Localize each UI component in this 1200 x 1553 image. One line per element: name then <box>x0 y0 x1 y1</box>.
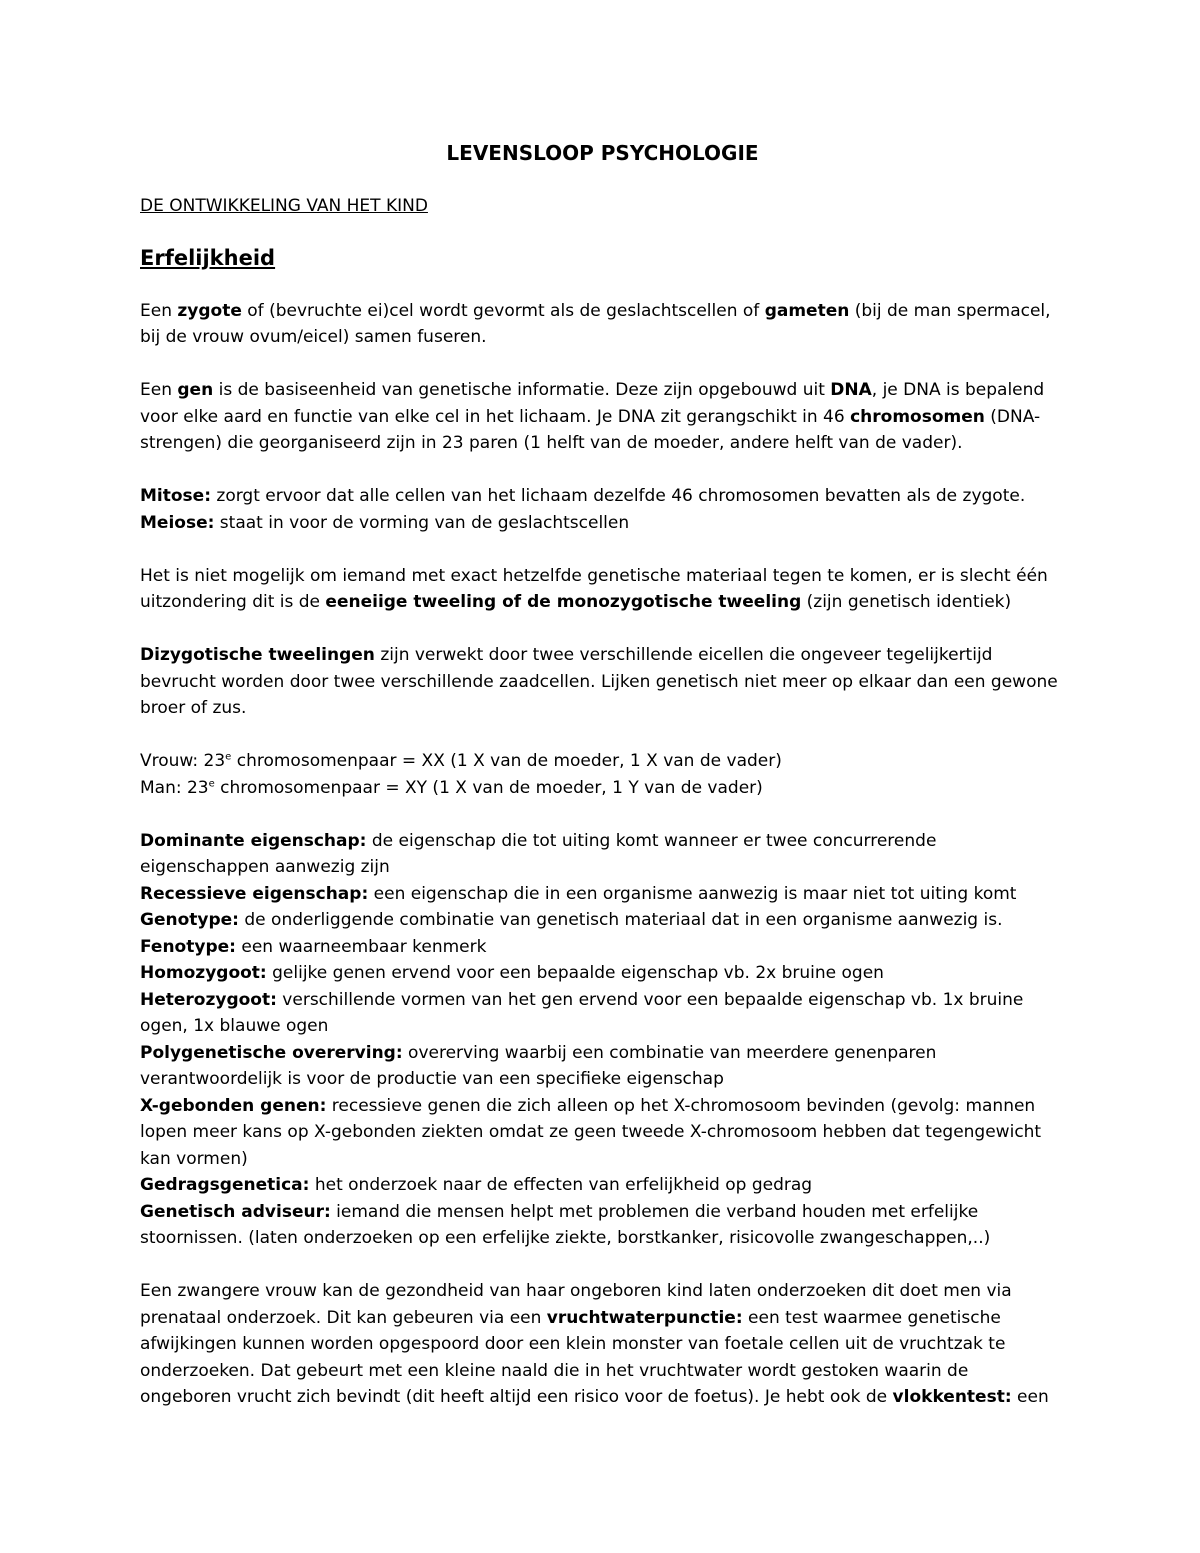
definition-item <box>140 1093 1065 1173</box>
definition-list <box>140 828 1065 1252</box>
definition-term: Homozygoot: <box>140 963 267 983</box>
text-run: zorgt ervoor dat alle cellen van het lichaam dezelfde 46 chromosomen bevatten als de zygote. <box>211 486 1026 506</box>
term-gen: gen <box>177 380 214 400</box>
chapter-subtitle: DE ONTWIKKELING VAN HET KIND <box>140 195 428 216</box>
definition-text: het onderzoek naar de effecten van erfelijkheid op gedrag <box>309 1175 813 1195</box>
document-body <box>140 140 1065 1437</box>
text-run: is de basiseenheid van genetische informatie. Deze zijn opgebouwd uit <box>213 380 831 400</box>
text-run: chromosomenpaar = XX (1 X van de moeder, 1 X van de vader) <box>231 751 782 771</box>
term-eeneiige-tweeling: eeneiige tweeling of de monozygotische tweeling <box>325 592 802 612</box>
term-dna: DNA <box>830 380 872 400</box>
paragraph-dizygotisch <box>140 642 1065 722</box>
definition-term: Genotype: <box>140 910 239 930</box>
superscript: e <box>208 777 215 789</box>
text-run: Een zwangere vrouw kan de gezondheid van haar ongeboren kind laten onderzoeken dit doet men via prenataal onderzoek. Dit kan gebeuren via een <box>140 1281 1012 1328</box>
definition-text: een waarneembaar kenmerk <box>235 936 487 957</box>
definition-item <box>140 881 1065 908</box>
text-run: een <box>1011 1387 1049 1407</box>
superscript: e <box>225 751 232 763</box>
paragraph-mitose-meiose <box>140 483 1065 536</box>
definition-text: recessieve genen die zich alleen op het X-chromosoom bevinden (gevolg: mannen lopen meer kans op X-gebonden ziekten omdat ze geen tweede X-chromosoom hebben dat tegengewicht kan vormen) <box>140 1095 1042 1169</box>
definition-text: een eigenschap die in een organisme aanwezig is maar niet tot uiting komt <box>368 883 1017 904</box>
definition-text: overerving waarbij een combinatie van meerdere genenparen verantwoordelijk is voor de productie van een specifieke eigenschap <box>140 1042 937 1089</box>
definition-item <box>140 934 1065 961</box>
definition-term: Fenotype: <box>140 936 236 957</box>
text-run: , je DNA is bepalend voor elke aard en functie van elke cel in het lichaam. Je DNA zit gerangschikt in 46 <box>140 380 1045 427</box>
paragraph-prenataal-onderzoek <box>140 1278 1065 1411</box>
document-title: LEVENSLOOP PSYCHOLOGIE <box>446 141 759 165</box>
definition-term: Genetisch adviseur: <box>140 1201 331 1222</box>
definition-item <box>140 1172 1065 1199</box>
definition-term: Recessieve eigenschap: <box>140 883 369 904</box>
definition-text: de onderliggende combinatie van genetisch materiaal dat in een organisme aanwezig is. <box>238 910 1003 930</box>
definition-term: Heterozygoot: <box>140 989 277 1010</box>
definition-text: iemand die mensen helpt met problemen die verband houden met erfelijke stoornissen. (laten onderzoeken op een erfelijke ziekte, borstkanker, risicovolle zwangeschappen,..) <box>140 1201 991 1248</box>
definition-text: de eigenschap die tot uiting komt wanneer er twee concurrerende eigenschappen aanwezig zijn <box>140 830 937 877</box>
definition-term: X-gebonden genen: <box>140 1095 327 1116</box>
term-meiose: Meiose: <box>140 512 215 533</box>
term-zygote: zygote <box>177 300 242 321</box>
definition-item <box>140 1199 1065 1252</box>
text-run: zijn verwekt door twee verschillende eicellen die ongeveer tegelijkertijd bevrucht worden door twee verschillende zaadcellen. Lijken genetisch niet meer op elkaar dan een gewone broer of zus. <box>140 645 1058 718</box>
definition-item <box>140 907 1065 934</box>
text-run: Man: 23 <box>140 777 209 798</box>
text-run: staat in voor de vorming van de geslachtscellen <box>214 512 630 533</box>
paragraph-gen <box>140 377 1065 457</box>
paragraph-eeneiige <box>140 563 1065 616</box>
text-run: Een <box>140 300 178 321</box>
term-vlokkentest: vlokkentest: <box>892 1387 1012 1407</box>
text-run: (bij de man spermacel, bij de vrouw ovum/eicel) samen fuseren. <box>140 300 1051 347</box>
text-run: (zijn genetisch identiek) <box>801 592 1012 612</box>
text-run: of (bevruchte ei)cel wordt gevormt als de geslachtscellen of <box>241 300 765 321</box>
definition-term: Dominante eigenschap: <box>140 830 367 851</box>
text-run: Het is niet mogelijk om iemand met exact hetzelfde genetische materiaal tegen te komen, er is slecht één uitzondering dit is de <box>140 565 1048 612</box>
definition-item <box>140 1040 1065 1093</box>
definition-item <box>140 828 1065 881</box>
definition-item <box>140 987 1065 1040</box>
term-dizygotische-tweelingen: Dizygotische tweelingen <box>140 645 375 665</box>
term-mitose: Mitose: <box>140 486 211 506</box>
text-run: een test waarmee genetische afwijkingen kunnen worden opgespoord door een klein monster van foetale cellen uit de vruchtzak te onderzoeken. Dat gebeurt met een kleine naald die in het vruchtwater wordt gestoken waarin de ongeboren vrucht zich bevindt (dit heeft altijd een risico voor de foetus). Je hebt ook de <box>140 1307 1006 1407</box>
term-chromosomen: chromosomen <box>850 406 985 427</box>
text-run: Vrouw: 23 <box>140 751 226 771</box>
paragraph-chromosomenpaar <box>140 748 1065 801</box>
definition-text: gelijke genen ervend voor een bepaalde eigenschap vb. 2x bruine ogen <box>266 963 884 983</box>
definition-item <box>140 960 1065 987</box>
definition-term: Gedragsgenetica: <box>140 1175 310 1195</box>
section-heading: Erfelijkheid <box>140 246 276 270</box>
text-run: Een <box>140 380 178 400</box>
text-run: (DNA-strengen) die georganiseerd zijn in 23 paren (1 helft van de moeder, andere helft van de vader). <box>140 406 1041 453</box>
text-run: chromosomenpaar = XY (1 X van de moeder, 1 Y van de vader) <box>214 777 763 798</box>
paragraph-zygote <box>140 298 1065 351</box>
term-vruchtwaterpunctie: vruchtwaterpunctie: <box>546 1307 743 1328</box>
term-gameten: gameten <box>764 300 850 321</box>
definition-term: Polygenetische overerving: <box>140 1042 403 1063</box>
definition-text: verschillende vormen van het gen ervend voor een bepaalde eigenschap vb. 1x bruine ogen, 1x blauwe ogen <box>140 989 1024 1036</box>
